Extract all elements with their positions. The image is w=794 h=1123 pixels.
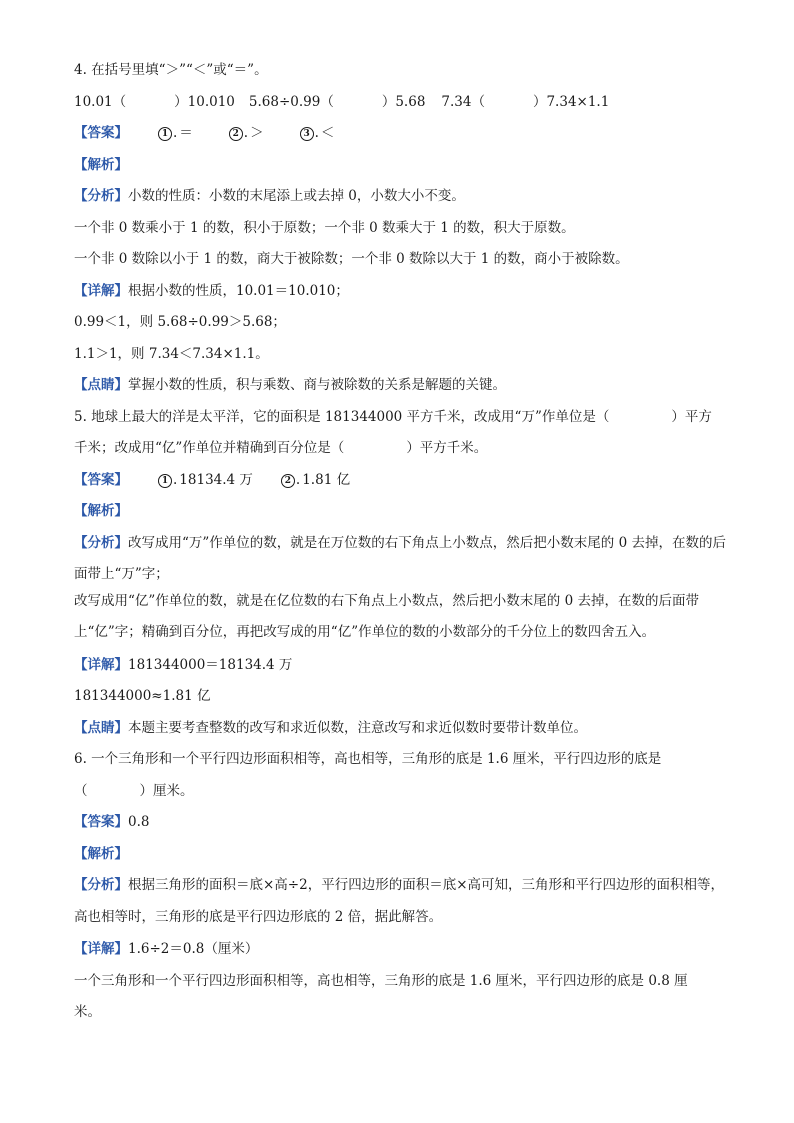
q4-item-3-left: 7.34（: [441, 93, 485, 110]
q5-answer-2: 2 . 1.81 亿: [281, 470, 350, 490]
q4-items: [74, 92, 734, 112]
q4-answer-3: 3 . ＜: [300, 123, 335, 143]
q6-answer: 【答案】0.8: [74, 814, 150, 830]
q4-analysis-label: 【解析】: [74, 156, 128, 173]
q5-answer: [74, 470, 734, 490]
q5-dianjing: 【点睛】本题主要考查整数的改写和求近似数，注意改写和求近似数时要带计数单位。: [74, 719, 587, 736]
q4-answer: [74, 123, 734, 143]
q6-stem-line-1: 6. 一个三角形和一个平行四边形面积相等，高也相等，三角形的底是 1.6 厘米，平行四边形的底是: [74, 751, 662, 767]
q4-answer-2: 2 . ＞: [229, 123, 264, 143]
q4-item-2-right: ）5.68: [381, 93, 426, 110]
q4-rule-1: 一个非 0 数乘小于 1 的数，积小于原数；一个非 0 数乘大于 1 的数，积大于原数。: [74, 219, 575, 236]
q6-analysis-label: 【解析】: [74, 845, 128, 862]
answer-label: 【答案】: [74, 125, 128, 141]
q4-item-3-right: ）7.34×1.1: [532, 93, 610, 110]
q6-xiangjie: 【详解】1.6÷2＝0.8（厘米）: [74, 941, 259, 957]
q4-rule-2: 一个非 0 数除以小于 1 的数，商大于被除数；一个非 0 数除以大于 1 的数，商小于被除数。: [74, 251, 629, 267]
q6-fenxi: 【分析】根据三角形的面积＝底×高÷2，平行四边形的面积＝底×高可知，三角形和平行四边形的面积相等，高也相等时，三角形的底是平行四边形底的 2 倍，据此解答。: [74, 877, 725, 925]
q5-fenxi: 【分析】改写成用“万”作单位的数，就是在万位数的右下角点上小数点，然后把小数末尾的 0 去掉，在数的后面带上“万”字；: [74, 534, 726, 582]
q4-step-3: 1.1＞1，则 7.34＜7.34×1.1。: [74, 345, 269, 362]
q4-fenxi: 【分析】小数的性质：小数的末尾添上或去掉 0，小数大小不变。: [74, 188, 465, 204]
circled-number-icon: 1: [158, 474, 172, 488]
q4-item-1-right: ）10.010: [174, 93, 235, 110]
q4-dianjing: 【点睛】掌握小数的性质，积与乘数、商与被除数的关系是解题的关键。: [74, 377, 506, 393]
q4-item-1-left: 10.01（: [74, 93, 127, 110]
document-page: [74, 60, 734, 1029]
q4-item-2-left: 5.68÷0.99（: [248, 93, 334, 110]
q5-stem-line-1: 5. 地球上最大的洋是太平洋，它的面积是 181344000 平方千米，改成用“万”作单位是（ ）平方: [74, 408, 712, 425]
q4-stem: 4. 在括号里填“＞”“＜”或“＝”。: [74, 62, 268, 78]
answer-label: 【答案】: [74, 471, 128, 488]
circled-number-icon: 3: [300, 127, 314, 141]
q6-conclusion: 一个三角形和一个平行四边形面积相等，高也相等，三角形的底是 1.6 厘米，平行四边形的底是 0.8 厘米。: [74, 972, 688, 1020]
circled-number-icon: 1: [158, 127, 172, 141]
q5-stem-line-2: 千米；改成用“亿”作单位并精确到百分位是（ ）平方千米。: [74, 440, 488, 456]
q5-fenxi-2: 改写成用“亿”作单位的数，就是在亿位数的右下角点上小数点，然后把小数末尾的 0 去掉，在数的后面带上“亿”字；精确到百分位，再把改写成的用“亿”作单位的数的小数部分的千分位上的数四舍五入。: [74, 592, 699, 640]
q6-stem-line-2: （ ）厘米。: [74, 782, 194, 799]
q5-step-2: 181344000≈1.81 亿: [74, 688, 211, 704]
q5-answer-1: 1 . 18134.4 万: [158, 470, 253, 490]
q5-xiangjie: 【详解】181344000＝18134.4 万: [74, 656, 293, 673]
q4-step-2: 0.99＜1，则 5.68÷0.99＞5.68；: [74, 314, 286, 330]
circled-number-icon: 2: [281, 474, 295, 488]
circled-number-icon: 2: [229, 127, 243, 141]
q4-xiangjie: 【详解】根据小数的性质，10.01＝10.010；: [74, 282, 349, 299]
q4-answer-1: 1 . ＝: [158, 123, 193, 143]
q5-analysis-label: 【解析】: [74, 503, 128, 519]
